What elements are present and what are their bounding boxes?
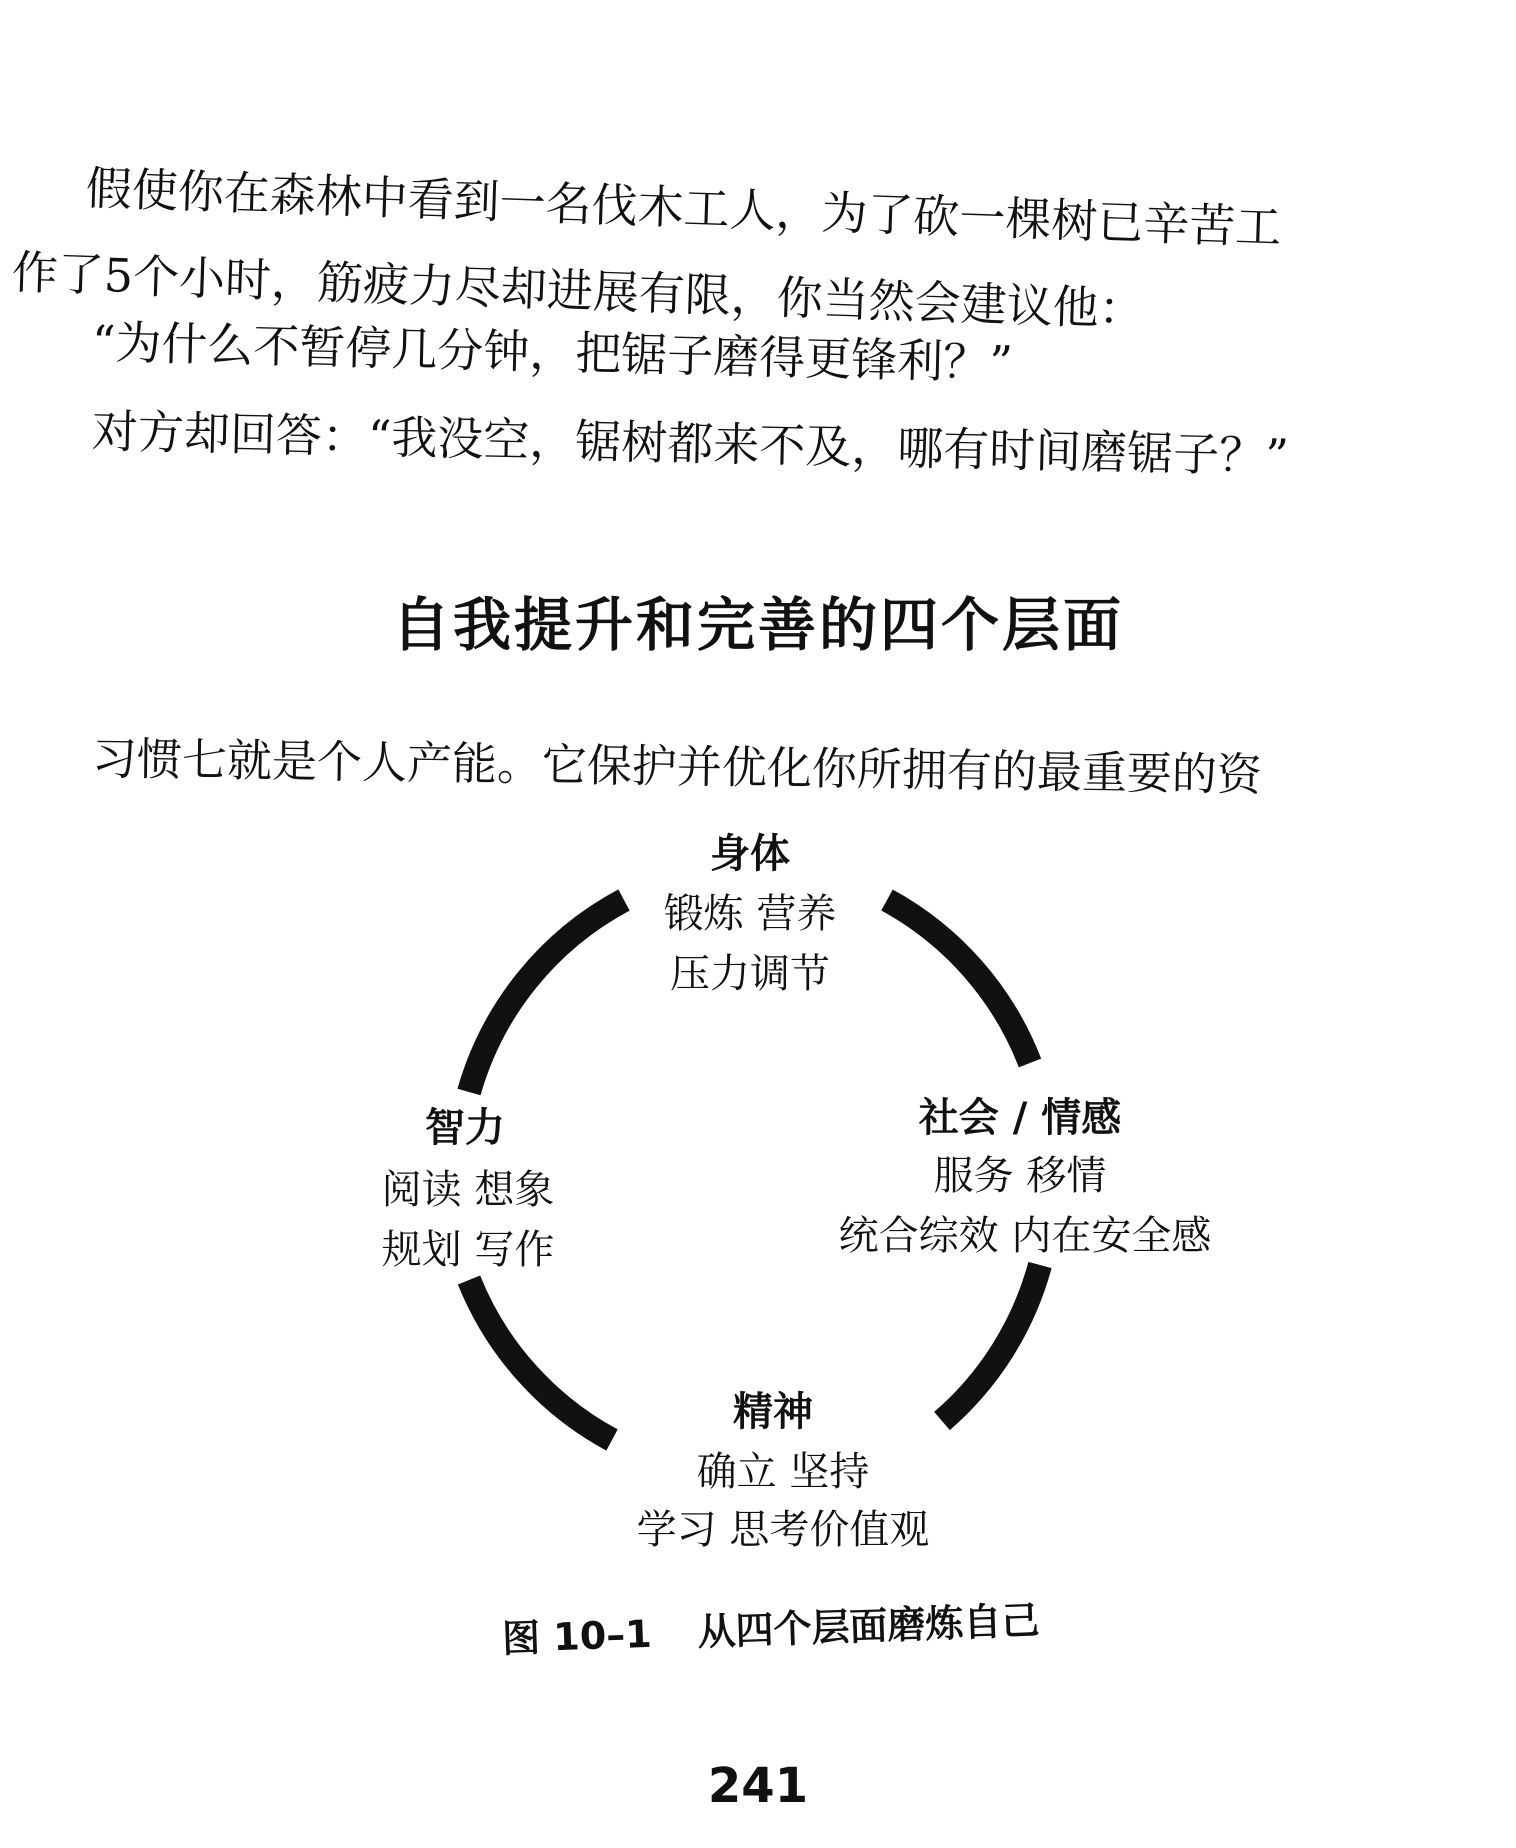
spiritual-title: 精神 (733, 1389, 813, 1435)
mental-line-2: 规划 写作 (381, 1227, 555, 1273)
ring-arc-top-right (887, 900, 1030, 1063)
social-emotional-line-1: 服务 移情 (933, 1153, 1107, 1199)
figure-caption-text: 从四个层面磨炼自己 (696, 1598, 1041, 1655)
physical-title: 身体 (710, 831, 790, 877)
section-title: 自我提升和完善的四个层面 (391, 591, 1124, 659)
paragraph-line-4: 对方却回答：“我没空，锯树都来不及，哪有时间磨锯子？” (91, 404, 1290, 484)
page-number: 241 (707, 1758, 809, 1814)
paragraph-line-1: 假使你在森林中看到一名伐木工人，为了砍一棵树已辛苦工 (85, 161, 1283, 255)
paragraph-line-2: 作了5个小时，筋疲力尽却进展有限，你当然会建议他： (11, 245, 1146, 337)
paragraph-line-3: “为什么不暂停几分钟，把锯子磨得更锋利？” (91, 315, 1014, 390)
spiritual-line-1: 确立 坚持 (696, 1449, 870, 1495)
mental-title: 智力 (425, 1105, 505, 1151)
physical-line-1: 锻炼 营养 (663, 891, 837, 937)
social-emotional-line-2: 统合综效 内在安全感 (838, 1213, 1212, 1259)
mental-line-1: 阅读 想象 (381, 1167, 555, 1213)
spiritual-line-2: 学习 思考价值观 (636, 1507, 930, 1553)
physical-line-2: 压力调节 (670, 951, 830, 997)
social-emotional-title: 社会 / 情感 (918, 1095, 1122, 1141)
figure-number: 图 10–1 (501, 1611, 653, 1661)
ring-arc-bottom-left (469, 1280, 612, 1440)
ring-arc-bottom-right (942, 1265, 1040, 1421)
ring-arc-top-left (469, 900, 624, 1092)
intro-line: 习惯七就是个人产能。它保护并优化你所拥有的最重要的资 (91, 732, 1263, 802)
